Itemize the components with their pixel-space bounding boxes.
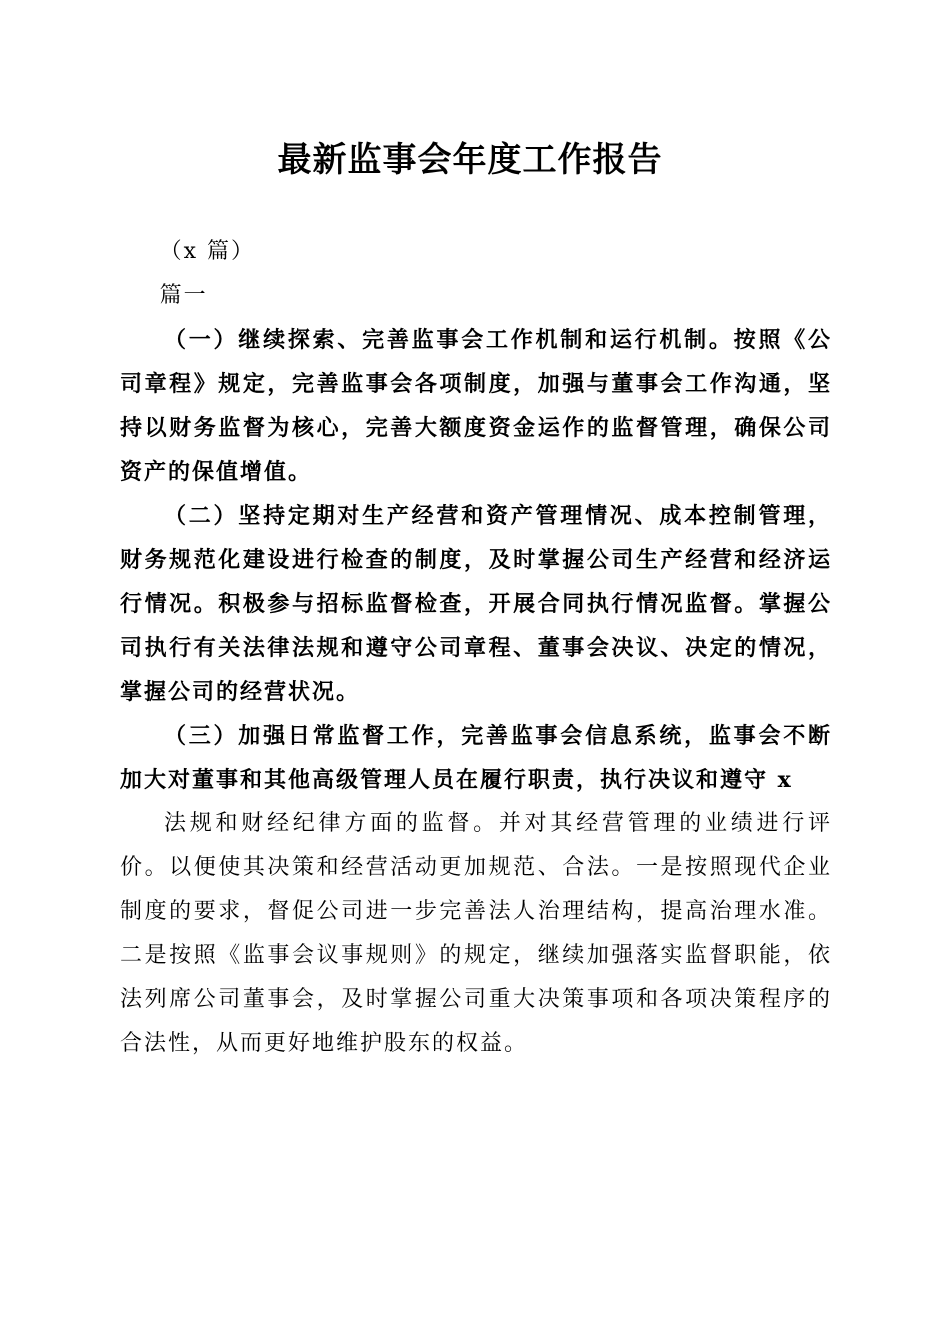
paragraph-4: 法规和财经纪律方面的监督。并对其经营管理的业绩进行评价。以便使其决策和经营活动更加规范、合法。一是按照现代企业制度的要求，督促公司进一步完善法人治理结构，提高治理水准。二是按照《监事会议事规则》的规定，继续加强落实监督职能，依法列席公司董事会，及时掌握公司重大决策事项和各项决策程序的合法性，从而更好地维护股东的权益。 [120, 811, 832, 1056]
paragraph-3: （三）加强日常监督工作，完善监事会信息系统，监事会不断加大对董事和其他高级管理人员在履行职责，执行决议和遵守 x [120, 723, 832, 793]
section-label: 篇一 [159, 283, 208, 308]
paragraph-2: （二）坚持定期对生产经营和资产管理情况、成本控制管理，财务规范化建设进行检查的制度，及时掌握公司生产经营和经济运行情况。积极参与招标监督检查，开展合同执行情况监督。掌握公司执行有关法律法规和遵守公司章程、董事会决议、决定的情况，掌握公司的经营状况。 [120, 503, 832, 705]
document-body [120, 230, 832, 1066]
document-subtitle: （x 篇） [159, 239, 255, 264]
document-title: 最新监事会年度工作报告 [277, 140, 663, 180]
paragraph-1: （一）继续探索、完善监事会工作机制和运行机制。按照《公司章程》规定，完善监事会各项制度，加强与董事会工作沟通，坚持以财务监督为核心，完善大额度资金运作的监督管理，确保公司资产的保值增值。 [120, 327, 832, 485]
